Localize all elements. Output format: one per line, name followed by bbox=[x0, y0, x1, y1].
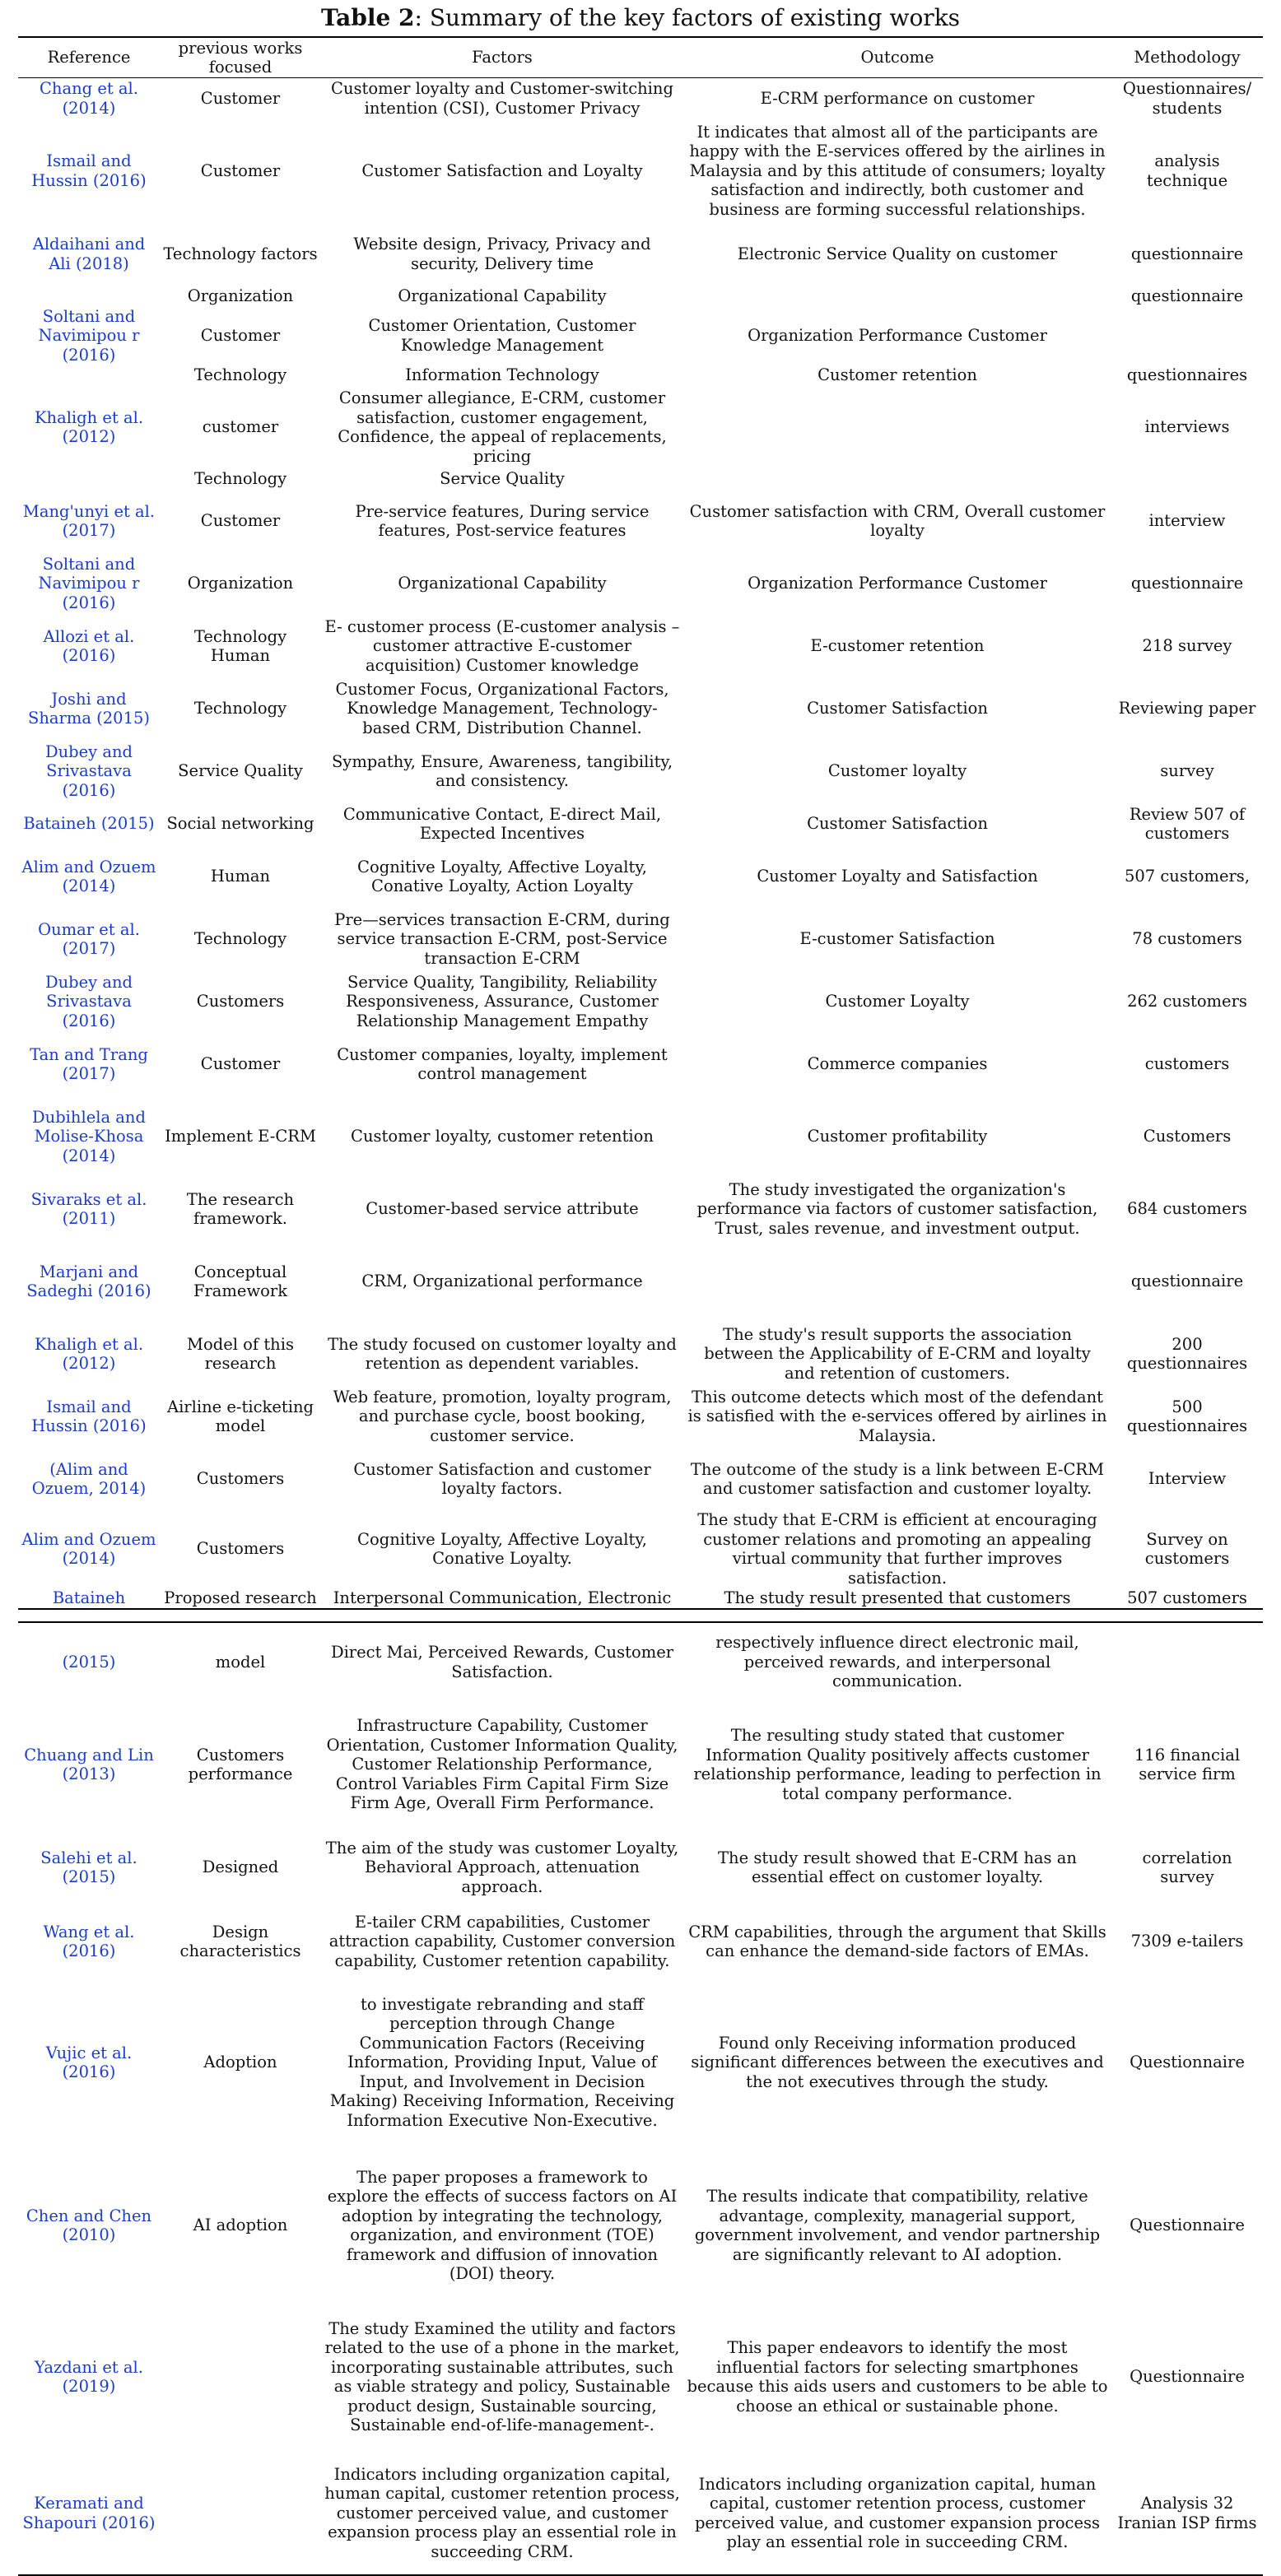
cell-factors: Information Technology bbox=[405, 365, 599, 385]
cell-factors: Customer Orientation, Customer Knowledge Management bbox=[368, 316, 636, 355]
cell-previous-works-focused: Implement E-CRM bbox=[165, 1127, 316, 1146]
cell-methodology: customers bbox=[1144, 1054, 1230, 1074]
cell-previous-works-focused: customer bbox=[202, 417, 279, 437]
cell-methodology: 116 financial service firm bbox=[1134, 1745, 1241, 1783]
cell-methodology: correlation survey bbox=[1142, 1848, 1232, 1886]
cell-previous-works-focused: Organization bbox=[187, 286, 294, 305]
cell-previous-works-focused: Customers bbox=[196, 1469, 285, 1489]
cell-reference: Khaligh et al. (2012) bbox=[34, 407, 144, 446]
cell-previous-works-focused bbox=[160, 2452, 321, 2575]
cell-outcome: respectively influence direct electronic mail, perceived rewards, and interpersonal communication. bbox=[715, 1633, 1079, 1691]
cell-outcome: CRM capabilities, through the argument that Skills can enhance the demand-side factors of EMAs. bbox=[688, 1922, 1106, 1960]
cell-outcome bbox=[683, 386, 1111, 468]
table-row bbox=[18, 970, 1263, 1033]
header-factors: Factors bbox=[321, 37, 683, 78]
cell-previous-works-focused: Customers bbox=[196, 992, 285, 1011]
cell-previous-works-focused: Proposed research bbox=[164, 1588, 317, 1607]
cell-factors: Customer loyalty, customer retention bbox=[351, 1127, 654, 1146]
cell-outcome: Customer Satisfaction bbox=[807, 814, 988, 834]
cell-outcome: Customer Loyalty bbox=[825, 992, 970, 1011]
cell-previous-works-focused: Customer bbox=[200, 160, 281, 180]
cell-reference: Allozi et al. (2016) bbox=[43, 626, 135, 665]
table-caption-text: : Summary of the key factors of existing works bbox=[414, 4, 961, 31]
cell-reference bbox=[18, 365, 160, 386]
cell-methodology: 262 customers bbox=[1127, 992, 1247, 1011]
cell-methodology bbox=[1111, 1622, 1263, 1701]
table-row bbox=[18, 1588, 1263, 1609]
cell-reference: Soltani and Navimipou r (2016) bbox=[38, 554, 140, 612]
cell-reference: Dubihlela and Molise-Khosa (2014) bbox=[32, 1107, 146, 1165]
cell-methodology: Questionnaire bbox=[1130, 2216, 1245, 2235]
table-row bbox=[18, 119, 1263, 223]
cell-outcome: Organization Performance Customer bbox=[748, 326, 1047, 345]
cell-previous-works-focused: Design characteristics bbox=[179, 1922, 301, 1960]
cell-factors: Web feature, promotion, loyalty program, and purchase cycle, boost booking, customer service. bbox=[333, 1387, 672, 1445]
cell-reference: Keramati and Shapouri (2016) bbox=[22, 2494, 156, 2532]
cell-reference: Mang'unyi et al. (2017) bbox=[22, 501, 156, 540]
cell-outcome: Commerce companies bbox=[807, 1054, 988, 1074]
table-row bbox=[18, 1510, 1263, 1588]
table-row bbox=[18, 78, 1263, 119]
table-row bbox=[18, 1385, 1263, 1448]
cell-reference: Aldaihani and Ali (2018) bbox=[32, 235, 146, 273]
cell-methodology: survey bbox=[1160, 761, 1214, 781]
cell-factors: E- customer process (E-customer analysis – customer attractive E-customer acquisition) Customer knowledge bbox=[324, 616, 680, 675]
header-outcome: Outcome bbox=[683, 37, 1111, 78]
cell-reference: Dubey and Srivastava (2016) bbox=[44, 972, 133, 1030]
cell-methodology: questionnaire bbox=[1130, 286, 1244, 305]
cell-factors: Pre-service features, During service features, Post-service features bbox=[355, 501, 650, 540]
cell-reference: Ismail and Hussin (2016) bbox=[31, 1397, 147, 1435]
cell-previous-works-focused: Technology factors bbox=[163, 244, 318, 263]
cell-outcome: This paper endeavors to identify the most influential factors for selecting smartphones because this aids users and customers to be able to choose an ethical or sustainable phone. bbox=[687, 2338, 1108, 2416]
cell-reference: Yazdani et al. (2019) bbox=[35, 2357, 143, 2396]
cell-outcome: The study's result supports the association between the Applicability of E-CRM and loyalty and retention of customers. bbox=[704, 1324, 1091, 1383]
cell-methodology: Reviewing paper bbox=[1118, 699, 1256, 718]
cell-factors: Cognitive Loyalty, Affective Loyalty, Conative Loyalty, Action Loyalty bbox=[357, 857, 647, 895]
table-body-part-1 bbox=[18, 78, 1263, 1610]
cell-factors: Sympathy, Ensure, Awareness, tangibility, and consistency. bbox=[331, 751, 673, 790]
cell-outcome bbox=[683, 1240, 1111, 1323]
cell-outcome: The outcome of the study is a link between E-CRM and customer satisfaction and customer loyalty. bbox=[690, 1459, 1105, 1498]
cell-outcome: Organization Performance Customer bbox=[748, 574, 1047, 593]
header-reference: Reference bbox=[18, 37, 160, 78]
cell-reference: (Alim and Ozuem, 2014) bbox=[31, 1459, 147, 1498]
cell-methodology: 78 customers bbox=[1132, 929, 1242, 949]
cell-reference bbox=[18, 286, 160, 307]
cell-previous-works-focused: Human bbox=[210, 867, 271, 886]
cell-outcome: Found only Receiving information produced significant differences between the executives and the not executives through the study. bbox=[691, 2033, 1104, 2091]
cell-outcome: Customer profitability bbox=[807, 1127, 988, 1146]
cell-outcome bbox=[683, 468, 1111, 490]
cell-previous-works-focused: Customer bbox=[200, 326, 281, 345]
cell-methodology: questionnaire bbox=[1130, 244, 1244, 263]
table-row bbox=[18, 2149, 1263, 2302]
cell-methodology: questionnaire bbox=[1130, 574, 1244, 593]
cell-methodology: Review 507 of customers bbox=[1129, 804, 1246, 843]
cell-methodology: 500 questionnaires bbox=[1126, 1397, 1248, 1435]
table-row bbox=[18, 1240, 1263, 1323]
cell-factors: Customer Satisfaction and Loyalty bbox=[361, 160, 643, 180]
cell-previous-works-focused: Airline e-ticketing model bbox=[166, 1397, 314, 1435]
cell-previous-works-focused: Technology bbox=[193, 469, 287, 489]
cell-reference: Chang et al. (2014) bbox=[40, 79, 138, 118]
cell-outcome: Customer Satisfaction bbox=[807, 699, 988, 718]
header-previous-works-focused: previous works focused bbox=[160, 37, 321, 78]
cell-factors: Organizational Capability bbox=[398, 286, 607, 305]
table-row bbox=[18, 1178, 1263, 1240]
cell-methodology: interview bbox=[1148, 511, 1226, 531]
cell-previous-works-focused: Customer bbox=[200, 1054, 281, 1074]
cell-outcome: The study investigated the organization's performance via factors of customer satisfaction, Trust, sales revenue, and investment output. bbox=[696, 1179, 1098, 1238]
table-row bbox=[18, 908, 1263, 970]
table-row bbox=[18, 845, 1263, 908]
table-caption-label: Table 2 bbox=[320, 4, 415, 31]
cell-previous-works-focused: The research framework. bbox=[186, 1189, 295, 1228]
cell-reference: Alim and Ozuem (2014) bbox=[21, 1529, 156, 1568]
table-row bbox=[18, 615, 1263, 677]
cell-factors: Communicative Contact, E-direct Mail, Expected Incentives bbox=[342, 804, 662, 843]
cell-factors: Interpersonal Communication, Electronic bbox=[333, 1588, 672, 1607]
cell-outcome: The study result presented that customers bbox=[724, 1588, 1071, 1607]
cell-methodology: Questionnaire bbox=[1130, 2053, 1245, 2072]
cell-reference: Sivaraks et al. (2011) bbox=[30, 1189, 147, 1228]
cell-previous-works-focused: Conceptual Framework bbox=[193, 1262, 288, 1300]
cell-previous-works-focused: Customers performance bbox=[188, 1745, 293, 1783]
cell-methodology: Survey on customers bbox=[1144, 1529, 1230, 1568]
cell-factors: Customer companies, loyalty, implement control management bbox=[337, 1044, 668, 1083]
cell-previous-works-focused: Service Quality bbox=[178, 761, 303, 781]
table-row bbox=[18, 1448, 1263, 1510]
cell-reference: Chen and Chen (2010) bbox=[26, 2206, 152, 2244]
cell-methodology: 218 survey bbox=[1142, 636, 1232, 656]
summary-table-part-2 bbox=[18, 1621, 1263, 2576]
cell-factors: E-tailer CRM capabilities, Customer attraction capability, Customer conversion capability, Customer retention capability. bbox=[328, 1912, 676, 1970]
cell-reference: (2015) bbox=[62, 1652, 116, 1672]
cell-outcome: E-customer retention bbox=[810, 636, 985, 656]
cell-methodology: Questionnaires/ students bbox=[1122, 79, 1252, 118]
cell-previous-works-focused: Customers bbox=[196, 1539, 285, 1559]
cell-previous-works-focused: Designed bbox=[202, 1858, 279, 1877]
cell-reference: Wang et al. (2016) bbox=[43, 1922, 135, 1960]
cell-reference: Dubey and Srivastava (2016) bbox=[44, 742, 133, 800]
table-row bbox=[18, 1033, 1263, 1095]
table-row bbox=[18, 552, 1263, 615]
cell-factors: to investigate rebranding and staff perception through Change Communication Factors (Receiving Information, Providing Input, Value of Input, and Involvement in Decision Making) Receiving Information, Receiving Information Executive Non-Executive. bbox=[329, 1994, 675, 2130]
cell-reference: Oumar et al. (2017) bbox=[38, 919, 140, 958]
cell-methodology: Questionnaire bbox=[1130, 2367, 1245, 2387]
table-row bbox=[18, 468, 1263, 490]
cell-methodology: 7309 e-tailers bbox=[1130, 1932, 1244, 1951]
table-row bbox=[18, 1095, 1263, 1178]
cell-previous-works-focused bbox=[160, 2302, 321, 2452]
table-row bbox=[18, 490, 1263, 552]
cell-previous-works-focused: Adoption bbox=[203, 2053, 277, 2072]
cell-reference: Soltani and Navimipou r (2016) bbox=[38, 306, 140, 365]
cell-factors: Customer Focus, Organizational Factors, Knowledge Management, Technology-based CRM, Distribution Channel. bbox=[335, 679, 669, 737]
table-row bbox=[18, 386, 1263, 468]
cell-outcome: The resulting study stated that customer Information Quality positively affects customer relationship performance, leading to perfection in total company performance. bbox=[693, 1726, 1102, 1803]
table-row bbox=[18, 1976, 1263, 2149]
table-row bbox=[18, 740, 1263, 802]
cell-factors: Service Quality bbox=[440, 469, 565, 489]
cell-previous-works-focused: Technology bbox=[193, 929, 287, 949]
cell-outcome: E-CRM performance on customer bbox=[760, 89, 1035, 108]
cell-factors: Customer loyalty and Customer-switching intention (CSI), Customer Privacy bbox=[331, 79, 673, 118]
cell-reference: Marjani and Sadeghi (2016) bbox=[26, 1262, 151, 1300]
cell-outcome: This outcome detects which most of the defendant is satisfied with the e-services offered by airlines in Malaysia. bbox=[687, 1387, 1107, 1445]
cell-outcome: Customer satisfaction with CRM, Overall customer loyalty bbox=[689, 501, 1106, 540]
cell-outcome bbox=[683, 286, 1111, 307]
cell-factors: The aim of the study was customer Loyalty, Behavioral Approach, attenuation approach. bbox=[325, 1838, 679, 1896]
cell-previous-works-focused: model bbox=[215, 1652, 266, 1672]
cell-reference: Bataineh (2015) bbox=[23, 814, 155, 834]
cell-methodology: interviews bbox=[1144, 417, 1230, 437]
cell-methodology: analysis technique bbox=[1146, 151, 1228, 190]
cell-factors: Consumer allegiance, E-CRM, customer satisfaction, customer engagement, Confidence, the appeal of replacements, pricing bbox=[338, 388, 667, 466]
cell-previous-works-focused: Organization bbox=[187, 574, 294, 593]
cell-methodology: 507 customers, bbox=[1124, 867, 1251, 886]
cell-factors: Pre—services transaction E-CRM, during service transaction E-CRM, post-Service transaction E-CRM bbox=[334, 909, 670, 968]
cell-previous-works-focused: Social networking bbox=[166, 814, 314, 834]
cell-factors: Service Quality, Tangibility, Reliability Responsiveness, Assurance, Customer Relationship Management Empathy bbox=[346, 972, 659, 1030]
cell-reference: Alim and Ozuem (2014) bbox=[21, 857, 156, 895]
table-caption bbox=[0, 2, 1281, 35]
cell-previous-works-focused: Customer bbox=[200, 511, 281, 531]
table-row bbox=[18, 1701, 1263, 1828]
cell-reference bbox=[18, 468, 160, 490]
table-row bbox=[18, 1828, 1263, 1907]
cell-methodology: Interview bbox=[1148, 1469, 1227, 1489]
cell-outcome: Customer Loyalty and Satisfaction bbox=[757, 867, 1038, 886]
cell-methodology: Customers bbox=[1143, 1127, 1232, 1146]
cell-previous-works-focused: Technology bbox=[193, 365, 287, 385]
cell-factors: Organizational Capability bbox=[398, 574, 607, 593]
cell-methodology: Analysis 32 Iranian ISP firms bbox=[1117, 2494, 1257, 2532]
cell-outcome: It indicates that almost all of the participants are happy with the E-services offered by the airlines in Malaysia and by this attitude of consumers; loyalty satisfaction and indirectly, both customer and business are forming successful relationships. bbox=[689, 122, 1106, 219]
table-row bbox=[18, 365, 1263, 386]
cell-methodology: 507 customers bbox=[1127, 1588, 1247, 1607]
cell-factors: Website design, Privacy, Privacy and security, Delivery time bbox=[353, 235, 651, 273]
cell-outcome: The results indicate that compatibility, relative advantage, complexity, managerial support, government involvement, and vendor partnership are significantly relevant to AI adoption. bbox=[694, 2187, 1101, 2264]
table-row bbox=[18, 677, 1263, 740]
cell-previous-works-focused: Technology bbox=[193, 699, 287, 718]
cell-methodology bbox=[1111, 307, 1263, 365]
table-row bbox=[18, 802, 1263, 845]
table-row bbox=[18, 2302, 1263, 2452]
cell-outcome: The study result showed that E-CRM has an essential effect on customer loyalty. bbox=[718, 1848, 1077, 1886]
cell-methodology: questionnaire bbox=[1130, 1272, 1244, 1291]
cell-factors: Customer Satisfaction and customer loyalty factors. bbox=[353, 1459, 651, 1498]
cell-methodology: 684 customers bbox=[1127, 1199, 1247, 1219]
cell-factors: Indicators including organization capital, human capital, customer retention process, customer perceived value, and customer expansion process play an essential role in succeeding CRM. bbox=[324, 2464, 680, 2561]
summary-table-part-1 bbox=[18, 36, 1263, 1610]
cell-methodology: 200 questionnaires bbox=[1126, 1334, 1248, 1373]
table-row bbox=[18, 1622, 1263, 1701]
header-methodology: Methodology bbox=[1111, 37, 1263, 78]
cell-methodology: questionnaires bbox=[1126, 365, 1248, 385]
cell-factors: CRM, Organizational performance bbox=[361, 1272, 643, 1291]
table-header-row bbox=[18, 37, 1263, 78]
cell-factors: Direct Mai, Perceived Rewards, Customer Satisfaction. bbox=[330, 1643, 674, 1681]
table-body-part-2 bbox=[18, 1622, 1263, 2575]
cell-reference: Tan and Trang (2017) bbox=[30, 1044, 148, 1083]
cell-factors: Infrastructure Capability, Customer Orientation, Customer Information Quality, Customer Relationship Performance, Control Variables Firm Capital Firm Size Firm Age, Overall Firm Performance. bbox=[326, 1716, 678, 1813]
cell-outcome: Customer loyalty bbox=[827, 761, 967, 781]
cell-reference: Khaligh et al. (2012) bbox=[34, 1334, 144, 1373]
table-row bbox=[18, 307, 1263, 365]
table-row bbox=[18, 223, 1263, 286]
cell-reference: Ismail and Hussin (2016) bbox=[31, 151, 147, 190]
table-row bbox=[18, 2452, 1263, 2575]
cell-outcome: Customer retention bbox=[818, 365, 977, 385]
table-row bbox=[18, 1907, 1263, 1976]
cell-reference: Joshi and Sharma (2015) bbox=[27, 689, 151, 728]
cell-factors: Cognitive Loyalty, Affective Loyalty, Conative Loyalty. bbox=[357, 1529, 647, 1568]
cell-reference: Bataineh bbox=[52, 1588, 126, 1607]
cell-methodology bbox=[1111, 468, 1263, 490]
cell-factors: Customer-based service attribute bbox=[366, 1199, 639, 1219]
cell-reference: Chuang and Lin (2013) bbox=[24, 1745, 154, 1783]
cell-outcome: Electronic Service Quality on customer bbox=[737, 244, 1058, 263]
cell-previous-works-focused: AI adoption bbox=[193, 2216, 288, 2235]
table-row bbox=[18, 1323, 1263, 1385]
cell-factors: The study Examined the utility and factors related to the use of a phone in the market, incorporating sustainable attributes, such as viable strategy and policy, Sustainable product design, Sustainable sourcing, Sustainable end-of-life-management-. bbox=[324, 2318, 680, 2434]
table-row bbox=[18, 286, 1263, 307]
cell-outcome: Indicators including organization capital, human capital, customer retention process, customer perceived value, and customer expansion process play an essential role in succeeding CRM. bbox=[694, 2474, 1101, 2551]
cell-previous-works-focused: Model of this research bbox=[187, 1334, 294, 1373]
cell-previous-works-focused: Technology Human bbox=[193, 626, 287, 665]
cell-factors: The study focused on customer loyalty and retention as dependent variables. bbox=[328, 1334, 677, 1373]
cell-previous-works-focused: Customer bbox=[200, 89, 281, 108]
cell-outcome: The study that E-CRM is efficient at encouraging customer relations and promoting an appealing virtual community that further improves satisfaction. bbox=[697, 1510, 1097, 1588]
cell-reference: Salehi et al. (2015) bbox=[40, 1848, 137, 1886]
cell-factors: The paper proposes a framework to explore the effects of success factors on AI adoption by integrating the technology, organization, and environment (TOE) framework and diffusion of innovation (DOI) theory. bbox=[327, 2167, 678, 2283]
cell-outcome: E-customer Satisfaction bbox=[799, 929, 995, 949]
cell-reference: Vujic et al. (2016) bbox=[45, 2043, 133, 2081]
